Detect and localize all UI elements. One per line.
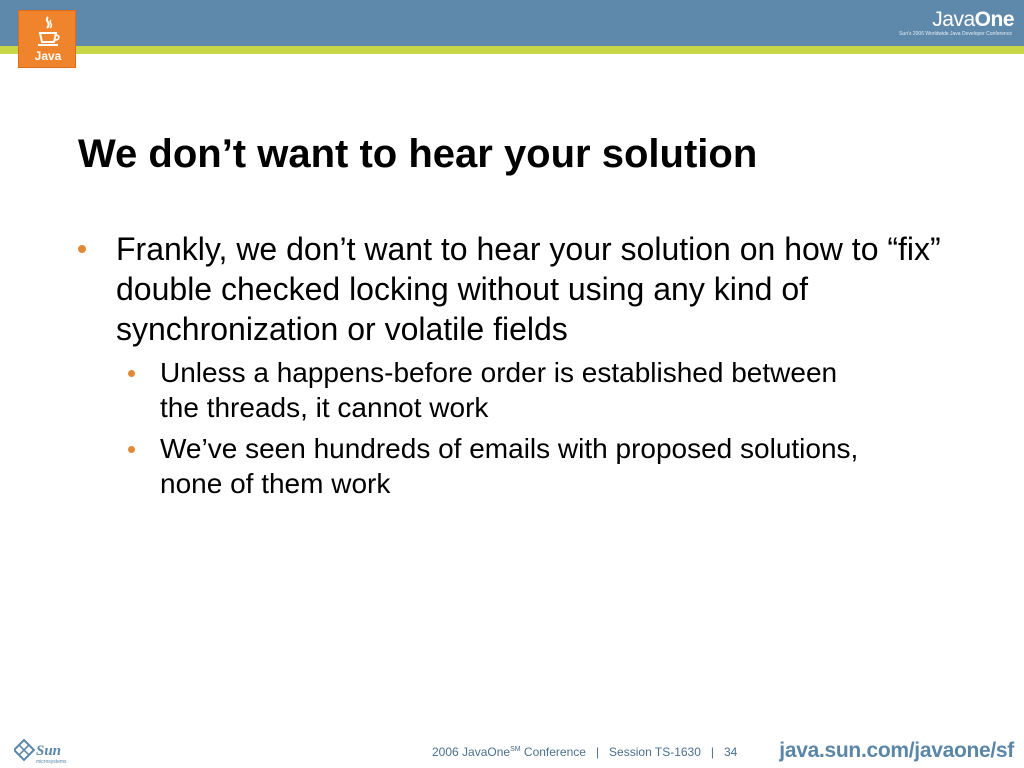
java-logo bbox=[18, 10, 76, 68]
sub-bullet-dot-icon bbox=[128, 370, 135, 377]
java-cup-icon bbox=[36, 15, 60, 49]
bullet-text: Frankly, we don’t want to hear your solution on how to “fix” double checked locking without using any kind of synchronization or volatile fields bbox=[116, 231, 941, 347]
header-band bbox=[0, 0, 1024, 54]
javaone-logo-text: JavaOne bbox=[932, 8, 1014, 31]
header-band-top bbox=[0, 0, 1024, 46]
footer-url[interactable]: java.sun.com/javaone/sf bbox=[779, 739, 1014, 762]
svg-text:Sun: Sun bbox=[36, 743, 62, 759]
footer-conference-text: 2006 JavaOne℠ Conference | Session TS-1630 | 34 bbox=[432, 745, 738, 759]
sun-microsystems-logo bbox=[14, 738, 74, 766]
sub-bullet-item bbox=[78, 431, 958, 501]
sub-bullet-item bbox=[78, 355, 958, 425]
slide-title: We don’t want to hear your solution bbox=[78, 132, 758, 176]
bullet-list bbox=[78, 229, 958, 501]
header-accent-rule bbox=[0, 46, 1024, 54]
svg-text:microsystems: microsystems bbox=[36, 759, 67, 765]
javaone-logo bbox=[899, 8, 1014, 38]
java-logo-text: Java bbox=[34, 49, 62, 63]
sub-bullet-text: We’ve seen hundreds of emails with proposed solutions, none of them work bbox=[160, 433, 859, 499]
sub-bullet-text: Unless a happens-before order is established between the threads, it cannot work bbox=[160, 357, 838, 423]
bullet-item bbox=[78, 229, 958, 349]
sub-bullet-dot-icon bbox=[128, 446, 135, 453]
bullet-dot-icon bbox=[78, 245, 86, 253]
javaone-tagline: Sun's 2006 Worldwide Java Developer Conference bbox=[899, 31, 1012, 37]
sun-diamond-icon bbox=[14, 740, 34, 760]
